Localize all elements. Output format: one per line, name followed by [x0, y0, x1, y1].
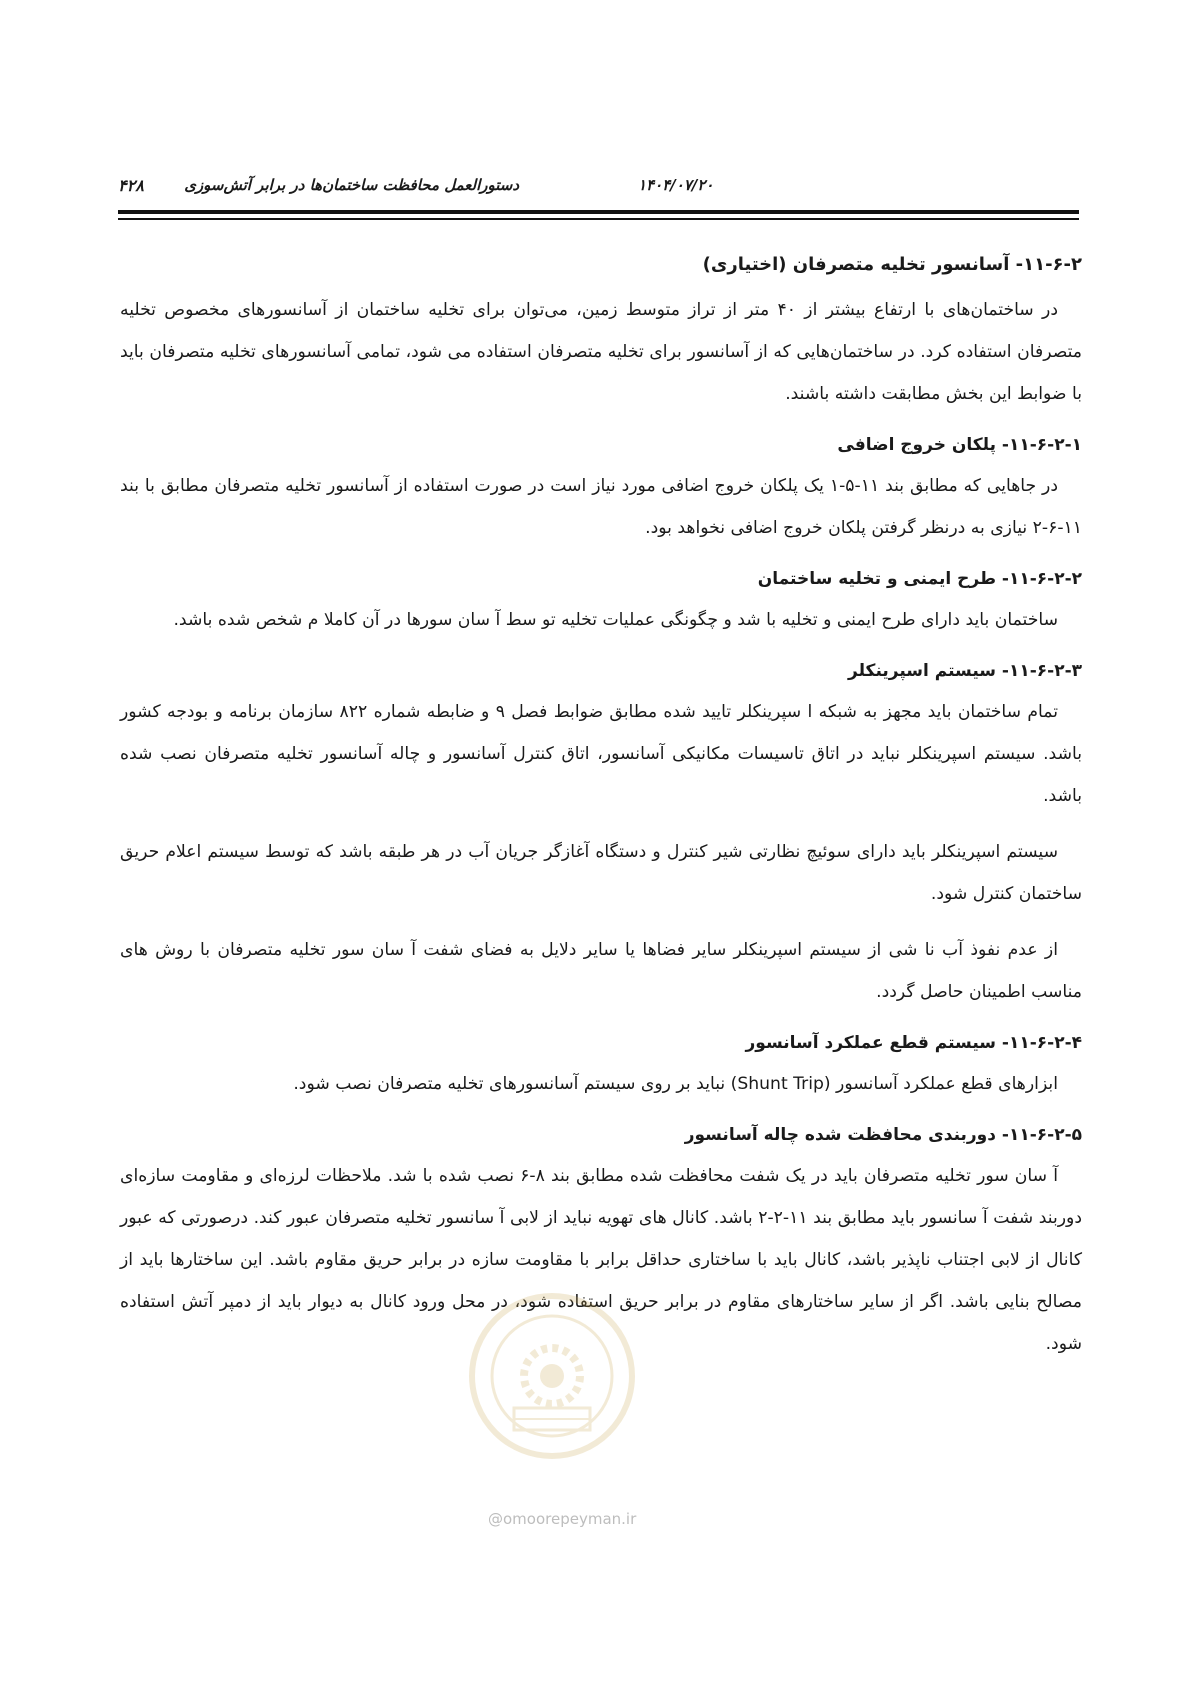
subsection-1-paragraph: در جاهایی که مطابق بند ۱۱-۵-۱ یک پلکان خروج اضافی مورد نیاز است در صورت استفاده از آسانسور تخلیه متصرفان مطابق با بند ۱۱-۶-۲ نیازی به درنظر گرفتن پلکان خروج اضافی نخواهد بود. — [120, 476, 1082, 538]
subsection-3-paragraph-2: سیستم اسپرینکلر باید دارای سوئیچ نظارتی شیر کنترل و دستگاه آغازگر جریان آب در هر طبقه باشد که توسط سیستم اعلام حریق ساختمان کنترل شود. — [120, 842, 1082, 904]
section-intro-paragraph: در ساختمان‌های با ارتفاع بیشتر از ۴۰ متر از تراز متوسط زمین، می‌توان برای تخلیه ساختمان از آسانسورهای مخصوص تخلیه متصرفان استفاده کرد. در ساختمان‌هایی که از آسانسور برای تخلیه متصرفان استفاده می شود، تمامی آسانسورهای تخلیه متصرفان باید با ضوابط این بخش مطابقت داشته باشند. — [120, 300, 1082, 404]
subsection-heading-4: ۱۱-۶-۲-۴- سیستم قطع عملکرد آسانسور — [745, 1033, 1082, 1053]
watermark-site-label: @omoorepeyman.ir — [488, 1510, 637, 1528]
header-title: دستورالعمل محافظت ساختمان‌ها در برابر آتش‌سوزی — [184, 176, 519, 194]
watermark-seal — [466, 1290, 638, 1462]
header-rule-thin — [118, 218, 1079, 220]
header-date: ۱۴۰۴/۰۷/۲۰ — [638, 176, 714, 194]
subsection-heading-3: ۱۱-۶-۲-۳- سیستم اسپرینکلر — [848, 661, 1082, 681]
subsection-3-paragraph-3: از عدم نفوذ آب نا شی از سیستم اسپرینکلر سایر فضاها یا سایر دلایل به فضای شفت آ سان سور تخلیه متصرفان با روش های مناسب اطمینان حاصل گردد. — [120, 940, 1082, 1002]
page-number: ۴۲۸ — [118, 176, 144, 195]
subsection-2-paragraph: ساختمان باید دارای طرح ایمنی و تخلیه با شد و چگونگی عملیات تخلیه تو سط آ سان سورها در آن کاملا م شخص شده باشد. — [173, 610, 1058, 630]
subsection-3-paragraph-1: تمام ساختمان باید مجهز به شبکه ا سپرینکلر تایید شده مطابق ضوابط فصل ۹ و ضابطه شماره ۸۲۲ سازمان برنامه و بودجه کشور باشد. سیستم اسپرینکلر نباید در اتاق تاسیسات مکانیکی آسانسور، اتاق کنترل آسانسور و چاله آسانسور تخلیه متصرفان نصب شده باشد. — [120, 702, 1082, 806]
section-heading: ۱۱-۶-۲- آسانسور تخلیه متصرفان (اختیاری) — [702, 254, 1082, 275]
header-rule-thick — [118, 210, 1079, 214]
document-body — [120, 236, 1082, 1373]
subsection-4-paragraph: ابزارهای قطع عملکرد آسانسور (Shunt Trip) نباید بر روی سیستم آسانسورهای تخلیه متصرفان نصب شود. — [293, 1074, 1058, 1094]
subsection-heading-5: ۱۱-۶-۲-۵- دوربندی محافظت شده چاله آسانسور — [684, 1125, 1082, 1145]
subsection-heading-1: ۱۱-۶-۲-۱- پلکان خروج اضافی — [837, 435, 1082, 455]
subsection-heading-2: ۱۱-۶-۲-۲- طرح ایمنی و تخلیه ساختمان — [757, 569, 1082, 589]
subsection-5-paragraph: آ سان سور تخلیه متصرفان باید در یک شفت محافظت شده مطابق بند ۸-۶ نصب شده با شد. ملاحظات لرزه‌ای و مقاومت سازه‌ای دوربند شفت آ سانسور باید مطابق بند ۱۱-۲-۲ باشد. کانال های تهویه نباید از لابی آ سانسور تخلیه متصرفان عبور کند. درصورتی که عبور کانال از لابی اجتناب ناپذیر باشد، کانال باید با ساختاری حداقل برابر با مقاومت سازه در برابر حریق مقاوم باشد. این ساختارها باید از مصالح بنایی باشد. اگر از سایر ساختارهای مقاوم در برابر حریق استفاده شود، در محل ورود کانال به دیوار باید از دمپر آتش استفاده شود. — [120, 1166, 1083, 1354]
running-header — [118, 176, 1079, 202]
